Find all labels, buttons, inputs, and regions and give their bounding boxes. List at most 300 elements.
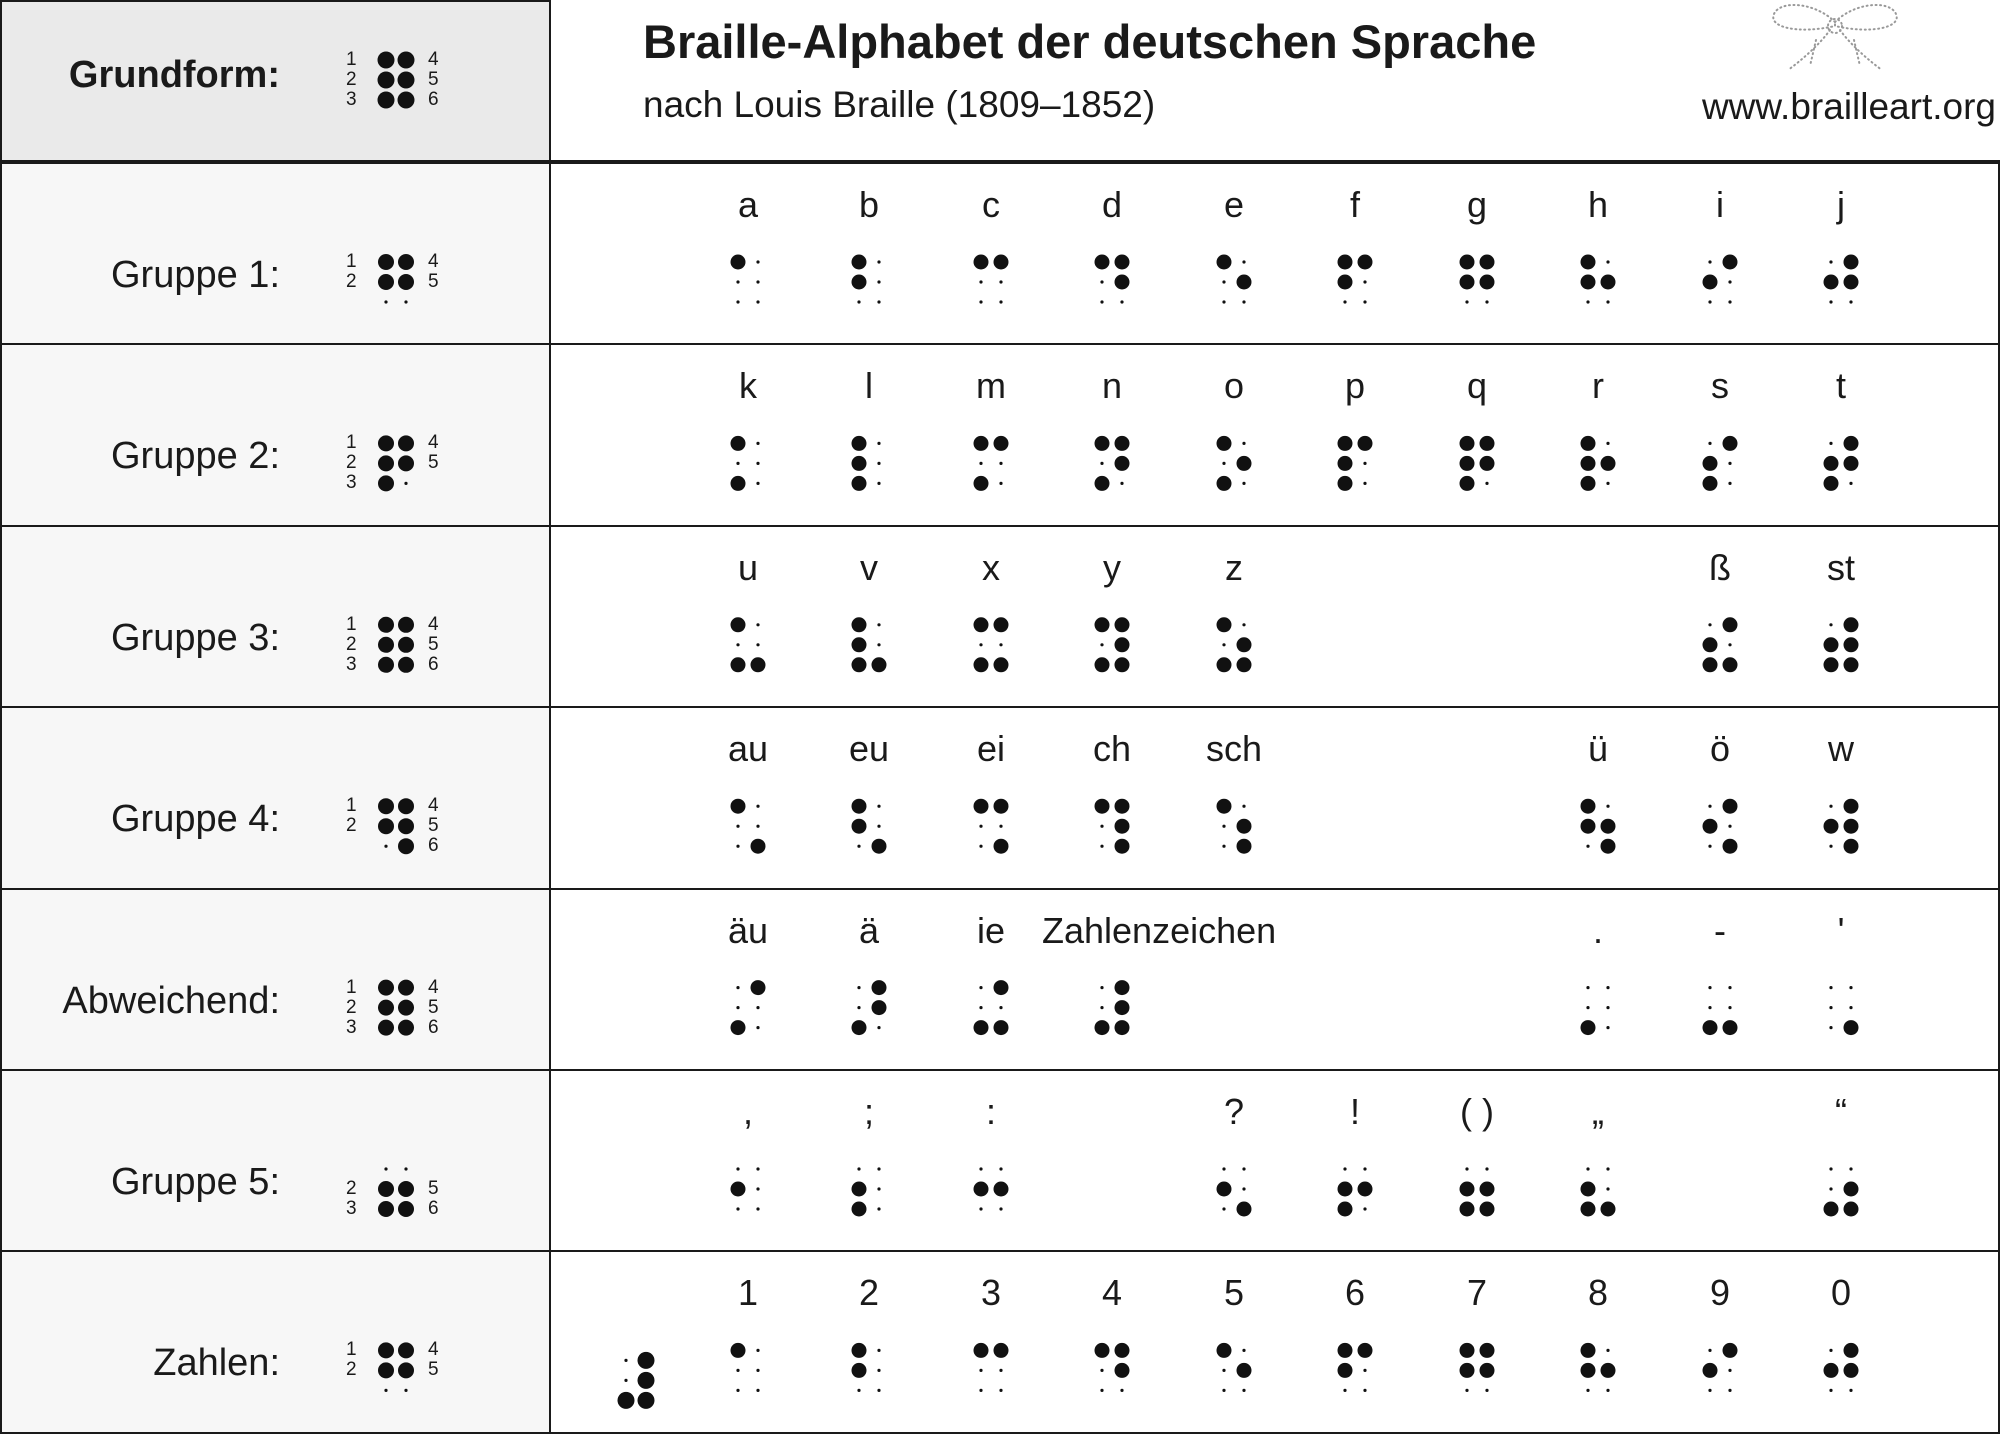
dot-number-left: 2: [346, 69, 357, 90]
braille-dot-raised: [1581, 275, 1596, 290]
braille-dot-raised: [1115, 980, 1130, 995]
braille-dot-raised: [852, 1363, 867, 1378]
braille-dot-raised: [852, 657, 867, 672]
braille-dot-raised: [1581, 1020, 1596, 1035]
braille-dot-raised: [398, 637, 414, 653]
braille-dot-flat: [1485, 482, 1488, 485]
braille-dot-flat: [1586, 1006, 1589, 1009]
braille-dot-raised: [1095, 657, 1110, 672]
braille-dot-flat: [1849, 1389, 1852, 1392]
braille-dot-raised: [974, 476, 989, 491]
braille-dot-flat: [756, 825, 759, 828]
braille-cell-2: [974, 617, 1009, 672]
braille-dot-flat: [1606, 805, 1609, 808]
braille-dot-flat: [1728, 300, 1731, 303]
braille-dot-flat: [736, 643, 739, 646]
braille-dot-raised: [1581, 1363, 1596, 1378]
braille-dot-raised: [1095, 799, 1110, 814]
braille-dot-flat: [979, 1167, 982, 1170]
braille-dot-flat: [1728, 482, 1731, 485]
braille-dot-flat: [1242, 1167, 1245, 1170]
braille-dot-flat: [1849, 300, 1852, 303]
braille-dot-flat: [756, 1349, 759, 1352]
braille-dot-flat: [877, 1207, 880, 1210]
braille-dot-raised: [1844, 1182, 1859, 1197]
braille-dot-raised: [1824, 1202, 1839, 1217]
braille-dot-flat: [857, 1006, 860, 1009]
braille-dot-raised: [1824, 476, 1839, 491]
braille-cell-8: [1703, 436, 1738, 491]
dot-number-right: 5: [428, 1178, 439, 1199]
braille-dot-raised: [1703, 819, 1718, 834]
letter-label: g: [1466, 184, 1488, 225]
braille-cell-7: [1581, 255, 1616, 304]
braille-dot-flat: [1728, 1389, 1731, 1392]
dot-number-left: 2: [346, 1359, 357, 1381]
page-title: Braille-Alphabet der deutschen Sprache: [643, 15, 1537, 68]
braille-dot-raised: [1723, 839, 1738, 854]
braille-dot-raised: [751, 980, 766, 995]
letter-label: i: [1716, 184, 1724, 225]
braille-dot-flat: [999, 1207, 1002, 1210]
braille-dot-flat: [1222, 1207, 1225, 1210]
braille-dot-flat: [1100, 643, 1103, 646]
braille-dot-raised: [974, 1343, 989, 1358]
braille-dot-flat: [1728, 643, 1731, 646]
braille-dot-flat: [1485, 300, 1488, 303]
braille-dot-raised: [994, 1343, 1009, 1358]
braille-dot-raised: [398, 254, 414, 270]
braille-dot-raised: [1217, 436, 1232, 451]
braille-dot-raised: [1480, 1182, 1495, 1197]
braille-dot-flat: [877, 1389, 880, 1392]
braille-dot-raised: [1237, 819, 1252, 834]
braille-cell-0: [731, 980, 766, 1035]
braille-dot-flat: [624, 1379, 627, 1382]
braille-dot-flat: [1728, 1006, 1731, 1009]
braille-dot-flat: [756, 1369, 759, 1372]
braille-dot-flat: [979, 845, 982, 848]
dot-number-right: 6: [428, 1198, 439, 1219]
dot-number-left: 1: [346, 49, 357, 70]
braille-dot-raised: [1723, 799, 1738, 814]
braille-dot-flat: [979, 643, 982, 646]
braille-dot-flat: [1829, 1006, 1832, 1009]
braille-dot-flat: [756, 805, 759, 808]
dot-number-left: 1: [346, 1339, 357, 1361]
braille-dot-raised: [1824, 819, 1839, 834]
braille-dot-flat: [736, 845, 739, 848]
braille-cell-1: [852, 436, 881, 491]
braille-dot-flat: [1829, 845, 1832, 848]
braille-dot-flat: [1708, 845, 1711, 848]
letter-label: j: [1837, 184, 1845, 225]
letter-label: 2: [858, 1272, 880, 1314]
braille-dot-flat: [1100, 280, 1103, 283]
braille-cell-0: [731, 255, 760, 304]
braille-dot-flat: [999, 482, 1002, 485]
dot-number-right: 4: [428, 976, 439, 998]
braille-dot-raised: [994, 980, 1009, 995]
braille-dot-raised: [1460, 255, 1475, 270]
letter-label: w: [1828, 728, 1854, 770]
braille-dot-raised: [1844, 436, 1859, 451]
braille-dot-raised: [378, 52, 395, 69]
braille-cell-7: [1581, 1343, 1616, 1392]
braille-dot-raised: [872, 839, 887, 854]
braille-dot-flat: [1708, 442, 1711, 445]
braille-cell-6: [1460, 255, 1495, 304]
braille-dot-flat: [1586, 986, 1589, 989]
braille-cell-9: [1824, 255, 1859, 304]
braille-dot-flat: [404, 1167, 407, 1170]
braille-cell-2: [974, 255, 1009, 304]
braille-dot-flat: [1100, 986, 1103, 989]
braille-dot-raised: [994, 617, 1009, 632]
braille-dot-raised: [852, 1202, 867, 1217]
braille-dot-flat: [979, 1389, 982, 1392]
braille-dot-flat: [1728, 280, 1731, 283]
braille-dot-raised: [378, 1342, 394, 1358]
braille-cell-3: [1095, 1343, 1130, 1392]
braille-dot-raised: [852, 255, 867, 270]
braille-cell-9: [1824, 1167, 1859, 1216]
braille-cell-8: [1703, 1343, 1738, 1392]
braille-dot-flat: [999, 825, 1002, 828]
braille-dot-raised: [398, 818, 414, 834]
braille-dot-flat: [756, 442, 759, 445]
braille-dot-raised: [1115, 617, 1130, 632]
braille-dot-flat: [736, 1207, 739, 1210]
braille-dot-raised: [1601, 1202, 1616, 1217]
braille-dot-flat: [979, 300, 982, 303]
braille-dot-raised: [974, 1020, 989, 1035]
braille-dot-raised: [852, 637, 867, 652]
braille-dot-raised: [1844, 839, 1859, 854]
braille-dot-raised: [872, 980, 887, 995]
braille-dot-flat: [624, 1359, 627, 1362]
braille-dot-raised: [398, 1362, 414, 1378]
braille-dot-flat: [857, 845, 860, 848]
braille-dot-raised: [1217, 255, 1232, 270]
letter-label: r: [1592, 365, 1604, 407]
braille-dot-raised: [1095, 1020, 1110, 1035]
letter-label: b: [858, 184, 880, 225]
braille-dot-flat: [1606, 260, 1609, 263]
braille-dot-flat: [1242, 482, 1245, 485]
braille-dot-raised: [1460, 1363, 1475, 1378]
braille-dot-flat: [1222, 1369, 1225, 1372]
braille-dot-raised: [398, 1201, 414, 1217]
dot-number-left: 1: [346, 613, 357, 635]
key-braille-cell: [378, 52, 415, 109]
braille-dot-flat: [1829, 1026, 1832, 1029]
braille-dot-flat: [1829, 260, 1832, 263]
braille-dot-raised: [974, 799, 989, 814]
braille-cell-2: [974, 1343, 1009, 1392]
braille-dot-raised: [731, 476, 746, 491]
letter-label: -: [1714, 909, 1726, 951]
braille-dot-raised: [1844, 799, 1859, 814]
braille-dot-flat: [756, 300, 759, 303]
braille-cell-4: [1217, 799, 1252, 854]
braille-dot-flat: [756, 1187, 759, 1190]
braille-dot-flat: [1708, 300, 1711, 303]
braille-dot-flat: [1829, 1349, 1832, 1352]
braille-dot-flat: [404, 300, 407, 303]
braille-cell-2: [974, 436, 1009, 491]
letter-label: 0: [1830, 1272, 1852, 1314]
braille-dot-flat: [1242, 1349, 1245, 1352]
braille-dot-raised: [1115, 637, 1130, 652]
braille-dot-flat: [1606, 442, 1609, 445]
braille-cell-4: [1217, 617, 1252, 672]
braille-dot-raised: [1844, 456, 1859, 471]
braille-dot-flat: [877, 300, 880, 303]
braille-cell-2: [974, 1167, 1009, 1210]
braille-dot-flat: [1363, 1207, 1366, 1210]
letter-label: 3: [980, 1272, 1002, 1314]
braille-dot-flat: [1100, 1369, 1103, 1372]
braille-cell-3: [1095, 799, 1130, 854]
braille-dot-flat: [756, 1167, 759, 1170]
braille-dot-raised: [378, 92, 395, 109]
letter-label: y: [1103, 546, 1121, 588]
braille-dot-flat: [999, 643, 1002, 646]
braille-dot-raised: [1338, 436, 1353, 451]
braille-dot-flat: [1120, 482, 1123, 485]
braille-dot-raised: [1217, 476, 1232, 491]
braille-dot-flat: [1100, 300, 1103, 303]
braille-dot-raised: [1338, 275, 1353, 290]
dot-number-left: 2: [346, 1178, 357, 1199]
letter-label: ö: [1709, 728, 1731, 770]
letter-label: ;: [863, 1091, 874, 1132]
braille-cell-9: [1824, 436, 1859, 491]
braille-dot-flat: [1222, 643, 1225, 646]
braille-dot-flat: [736, 1389, 739, 1392]
braille-dot-raised: [1237, 456, 1252, 471]
dot-number-right: 4: [428, 49, 439, 70]
braille-dot-raised: [1703, 456, 1718, 471]
braille-cell-1: [852, 255, 881, 304]
braille-dot-raised: [994, 436, 1009, 451]
letter-label: Zahlenzeichen: [1042, 909, 1277, 951]
braille-dot-raised: [1237, 657, 1252, 672]
braille-dot-raised: [398, 52, 415, 69]
letter-label: 8: [1587, 1272, 1609, 1314]
braille-dot-flat: [1728, 986, 1731, 989]
website-link[interactable]: www.brailleart.org: [1701, 86, 1996, 127]
braille-dot-raised: [378, 1020, 394, 1036]
braille-dot-flat: [1829, 1187, 1832, 1190]
braille-dot-flat: [1120, 1389, 1123, 1392]
braille-dot-flat: [1708, 623, 1711, 626]
braille-dot-raised: [1601, 1363, 1616, 1378]
braille-dot-raised: [852, 1020, 867, 1035]
dot-number-left: 3: [346, 89, 357, 110]
braille-dot-raised: [1581, 1202, 1596, 1217]
braille-dot-raised: [398, 1342, 414, 1358]
dot-number-left: 2: [346, 271, 357, 292]
braille-dot-raised: [751, 839, 766, 854]
braille-dot-raised: [1703, 275, 1718, 290]
braille-dot-raised: [378, 274, 394, 290]
grundform-label: Grundform:: [68, 54, 280, 96]
braille-dot-raised: [1844, 255, 1859, 270]
key-braille-cell: [378, 254, 414, 304]
braille-dot-raised: [1115, 255, 1130, 270]
braille-dot-flat: [877, 623, 880, 626]
braille-dot-flat: [1120, 300, 1123, 303]
braille-dot-raised: [398, 1000, 414, 1016]
braille-dot-flat: [1363, 1369, 1366, 1372]
braille-dot-flat: [756, 280, 759, 283]
row-label: Gruppe 3:: [111, 616, 280, 659]
braille-dot-raised: [1460, 436, 1475, 451]
braille-dot-raised: [1844, 275, 1859, 290]
braille-dot-flat: [1829, 1167, 1832, 1170]
braille-dot-raised: [1844, 617, 1859, 632]
braille-dot-raised: [1338, 255, 1353, 270]
braille-dot-flat: [1708, 1006, 1711, 1009]
key-braille-cell: [378, 980, 414, 1036]
braille-dot-raised: [638, 1392, 655, 1409]
braille-dot-flat: [1606, 1349, 1609, 1352]
braille-dot-flat: [1343, 1389, 1346, 1392]
braille-dot-raised: [378, 72, 395, 89]
braille-dot-flat: [1100, 825, 1103, 828]
braille-dot-raised: [1115, 456, 1130, 471]
dot-number-right: 5: [428, 452, 439, 474]
braille-cell-0: [731, 799, 766, 854]
braille-dot-raised: [731, 436, 746, 451]
braille-dot-flat: [1606, 1167, 1609, 1170]
braille-dot-raised: [1601, 456, 1616, 471]
key-braille-cell: [378, 617, 414, 673]
braille-dot-raised: [1460, 1202, 1475, 1217]
letter-label: 7: [1466, 1272, 1488, 1314]
braille-dot-flat: [1363, 300, 1366, 303]
braille-dot-raised: [1723, 1343, 1738, 1358]
key-braille-cell: [378, 435, 414, 491]
braille-cell-9: [1824, 1343, 1859, 1392]
braille-cell-9: [1824, 617, 1859, 672]
braille-dot-raised: [852, 819, 867, 834]
row-label: Abweichend:: [62, 979, 280, 1022]
braille-dot-raised: [1703, 637, 1718, 652]
braille-dot-raised: [1115, 1363, 1130, 1378]
braille-dot-raised: [1480, 1202, 1495, 1217]
braille-dot-raised: [398, 455, 414, 471]
letter-label: z: [1225, 546, 1243, 588]
braille-dot-flat: [857, 986, 860, 989]
letter-label: st: [1826, 546, 1855, 588]
braille-dot-flat: [1586, 1389, 1589, 1392]
braille-dot-flat: [979, 462, 982, 465]
letter-label: f: [1349, 184, 1360, 225]
dot-number-right: 4: [428, 432, 439, 454]
braille-dot-flat: [404, 482, 407, 485]
braille-dot-flat: [1849, 1167, 1852, 1170]
braille-dot-flat: [1849, 482, 1852, 485]
braille-dot-raised: [1723, 255, 1738, 270]
braille-cell-7: [1581, 986, 1610, 1035]
braille-dot-raised: [1115, 275, 1130, 290]
braille-dot-raised: [994, 799, 1009, 814]
braille-dot-flat: [384, 845, 387, 848]
braille-dot-raised: [1115, 819, 1130, 834]
braille-dot-flat: [1363, 482, 1366, 485]
braille-cell-4: [1217, 436, 1252, 491]
braille-cell-3: [1095, 255, 1130, 304]
braille-dot-raised: [1581, 1182, 1596, 1197]
braille-cell-9: [1824, 799, 1859, 854]
braille-cell-9: [1829, 986, 1858, 1035]
braille-dot-raised: [1723, 657, 1738, 672]
dot-number-right: 6: [428, 1016, 439, 1038]
letter-label: v: [860, 546, 878, 588]
braille-dot-raised: [994, 255, 1009, 270]
letter-label: ,: [742, 1091, 753, 1132]
braille-dot-raised: [1723, 436, 1738, 451]
row-label: Gruppe 2:: [111, 435, 280, 478]
braille-dot-raised: [378, 617, 394, 633]
braille-dot-flat: [1242, 623, 1245, 626]
letter-label: n: [1101, 365, 1123, 407]
braille-dot-flat: [999, 1006, 1002, 1009]
braille-dot-flat: [1586, 1167, 1589, 1170]
braille-cell-6: [1460, 436, 1495, 491]
braille-dot-flat: [736, 1167, 739, 1170]
braille-dot-raised: [1581, 799, 1596, 814]
braille-dot-flat: [1222, 825, 1225, 828]
braille-dot-flat: [1606, 1187, 1609, 1190]
braille-dot-raised: [1217, 1343, 1232, 1358]
braille-dot-raised: [872, 657, 887, 672]
braille-dot-raised: [974, 255, 989, 270]
braille-dot-raised: [852, 617, 867, 632]
dot-number-left: 1: [346, 795, 357, 817]
braille-dot-raised: [1115, 1000, 1130, 1015]
braille-dot-raised: [1115, 436, 1130, 451]
braille-dot-raised: [398, 657, 414, 673]
braille-dot-raised: [378, 798, 394, 814]
dot-number-right: 4: [428, 795, 439, 817]
braille-dot-flat: [877, 1349, 880, 1352]
braille-dot-raised: [378, 475, 394, 491]
braille-cell-5: [1338, 1167, 1373, 1216]
dot-number-left: 3: [346, 1198, 357, 1219]
braille-dot-raised: [1217, 617, 1232, 632]
braille-dot-flat: [756, 482, 759, 485]
braille-dot-flat: [1708, 805, 1711, 808]
braille-dot-flat: [1708, 260, 1711, 263]
letter-label: s: [1711, 365, 1729, 407]
letter-label: ei: [976, 728, 1006, 770]
letter-label: 1: [737, 1272, 759, 1314]
letter-label: au: [727, 728, 769, 770]
letter-label: d: [1101, 184, 1123, 225]
braille-dot-raised: [974, 657, 989, 672]
braille-dot-flat: [1728, 825, 1731, 828]
braille-dot-flat: [1849, 1006, 1852, 1009]
braille-dot-raised: [731, 657, 746, 672]
braille-dot-raised: [1723, 617, 1738, 632]
braille-cell-3: [1095, 980, 1130, 1035]
braille-dot-flat: [1606, 482, 1609, 485]
braille-dot-raised: [731, 255, 746, 270]
